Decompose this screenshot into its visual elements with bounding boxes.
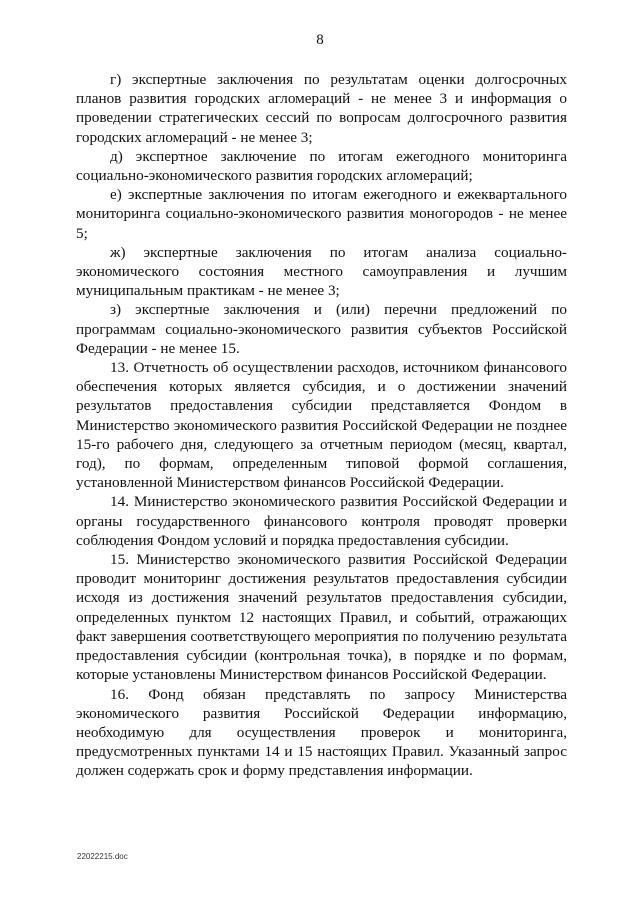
footer-doc-name: 22022215.doc (77, 852, 128, 861)
paragraph-zh: ж) экспертные заключения по итогам анализа социально-экономического состояния местного самоуправления и лучшим муниципальным практикам - не менее 3; (76, 243, 567, 300)
paragraph-z: з) экспертные заключения и (или) перечни предложений по программам социально-экономического развития субъектов Российской Федерации - не менее 15. (76, 301, 567, 357)
paragraph-16: 16. Фонд обязан представлять по запросу Министерства экономического развития Российской Федерации информацию, необходимую для осуществления проверок и мониторинга, предусмотренных пунктами 14 и 15 настоящих Правил. Указанный запрос должен содержать срок и форму представления информации. (76, 685, 567, 780)
paragraph-g: г) экспертные заключения по результатам оценки долгосрочных планов развития городских агломераций - не менее 3 и информация о проведении стратегических сессий по вопросам долгосрочного развития городских агломераций - не менее 3; (76, 71, 567, 146)
paragraph-14: 14. Министерство экономического развития Российской Федерации и органы государственного финансового контроля проводят проверки соблюдения Фондом условий и порядка предоставления субсидии. (76, 493, 567, 549)
paragraph-15: 15. Министерство экономического развития Российской Федерации проводит мониторинг достижения результатов предоставления субсидии исходя из достижения значений результатов предоставления субсидии, определенных пунктом 12 настоящих Правил, и событий, отражающих факт завершения соответствующего мероприятия по получению результата предоставления субсидии (контрольная точка), в порядке и по формам, которые установлены Министерством финансов Российской Федерации. (76, 551, 567, 684)
paragraph-d: д) экспертное заключение по итогам ежегодного мониторинга социально-экономического развития городских агломераций; (76, 147, 567, 185)
paragraph-e: е) экспертные заключения по итогам ежегодного и ежеквартального мониторинга социально-экономического развития моногородов - не менее 5; (76, 186, 567, 242)
document-body (76, 70, 567, 781)
page-number: 8 (316, 32, 324, 48)
paragraph-13: 13. Отчетность об осуществлении расходов, источником финансового обеспечения которых является субсидия, и о достижении значений результатов предоставления субсидии представляется Фондом в Министерство экономического развития Российской Федерации не позднее 15-го рабочего дня, следующего за отчетным периодом (месяц, квартал, год), по формам, определенным типовой формой соглашения, установленной Министерством финансов Российской Федерации. (76, 359, 567, 492)
